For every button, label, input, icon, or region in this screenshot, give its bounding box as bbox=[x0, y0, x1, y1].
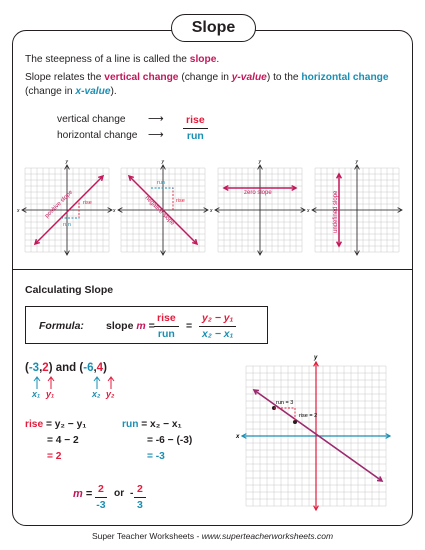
positive-slope-label: positive slope bbox=[44, 189, 75, 220]
intro-line-1: The steepness of a line is called the slope. bbox=[25, 54, 220, 65]
rise-text: rise bbox=[83, 200, 92, 206]
point-neg3-2 bbox=[293, 420, 297, 424]
calculating-heading: Calculating Slope bbox=[25, 284, 114, 296]
m-equals: m = bbox=[73, 488, 93, 500]
or-word: or bbox=[114, 488, 125, 499]
run-text: run bbox=[63, 222, 71, 228]
y1-label: y₁ bbox=[46, 389, 55, 399]
points-expression: (-3,2) and (-6,4) bbox=[25, 362, 107, 374]
y-axis-label: y bbox=[65, 159, 68, 165]
negative-slope-label: negative slope bbox=[143, 195, 176, 227]
formula-label: Formula: bbox=[39, 320, 84, 332]
x-axis-label: x bbox=[113, 208, 116, 214]
run-text: run bbox=[157, 180, 165, 186]
y-axis-label: y bbox=[258, 159, 261, 165]
x-axis-label: x bbox=[210, 208, 213, 214]
x-axis-label: x bbox=[236, 434, 240, 440]
y-axis-label: y bbox=[355, 159, 358, 165]
formula-diff: $\frac{\text{y₂ − y₁}}{\text{x₂ − x₁}}$ bbox=[199, 311, 236, 342]
intro-line-3: (change in x-value). bbox=[25, 86, 117, 97]
footer: Super Teacher Worksheets - www.superteacherworksheets.com bbox=[91, 531, 334, 541]
rise-result: = 2 bbox=[47, 451, 62, 462]
x-axis-label: x bbox=[17, 208, 20, 214]
formula-rise-run: rise run bbox=[154, 311, 179, 342]
rise-label: rise = 2 bbox=[299, 413, 318, 419]
page-title: Slope bbox=[171, 14, 256, 42]
intro-line-2: Slope relates the vertical change (change in y-value) to the horizontal change bbox=[25, 72, 389, 83]
horizontal-change-label: horizontal change bbox=[57, 130, 138, 141]
rise-text: rise bbox=[176, 198, 185, 204]
undefined-slope-label: undefined slope bbox=[333, 190, 339, 233]
run-text: run bbox=[186, 130, 204, 142]
run-step: = -6 − (-3) bbox=[147, 435, 193, 446]
x2-label: x₂ bbox=[92, 389, 101, 399]
rise-formula: rise = y₂ − y₁ bbox=[25, 419, 87, 430]
run-formula: run = x₂ − x₁ bbox=[122, 419, 182, 430]
x-axis-label: x bbox=[307, 208, 310, 214]
negative-sign: - bbox=[130, 488, 134, 499]
arrow-horizontal: ⟶ bbox=[148, 129, 164, 141]
arrow-vertical: ⟶ bbox=[148, 113, 164, 125]
formula-slope: slope m = bbox=[106, 320, 155, 332]
y-axis-label: y bbox=[314, 355, 318, 361]
rise-step: = 4 − 2 bbox=[47, 435, 79, 446]
m-fraction-alt: $\frac{2}{3}$ bbox=[134, 482, 146, 513]
y2-label: y₂ bbox=[106, 389, 115, 399]
formula-equals: = bbox=[186, 320, 193, 332]
vertical-change-label: vertical change bbox=[57, 114, 126, 125]
zero-slope-label: zero slope bbox=[244, 190, 272, 196]
rise-text: rise bbox=[183, 113, 208, 129]
run-result: = -3 bbox=[147, 451, 165, 462]
m-fraction: $\frac{2}{-3}$ bbox=[96, 483, 106, 511]
y-axis-label: y bbox=[161, 159, 164, 165]
x1-label: x₁ bbox=[32, 389, 41, 399]
run-label: run = 3 bbox=[276, 400, 294, 406]
